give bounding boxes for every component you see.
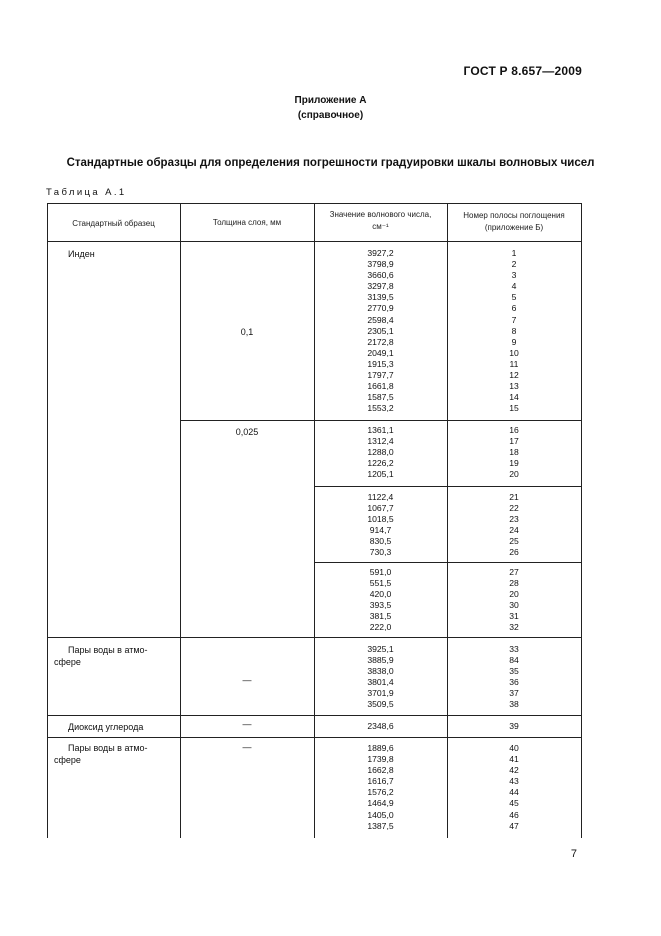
band-number-cell: 42	[509, 765, 519, 776]
wavenumber-cell: 3798,9	[367, 259, 394, 270]
wavenumber-cell: 3660,6	[367, 270, 394, 281]
band-number-cell: 37	[509, 688, 519, 699]
band-number-cell: 3	[511, 270, 517, 281]
wavenumber-cell: 1739,8	[367, 754, 394, 765]
table-label: Таблица А.1	[46, 187, 127, 198]
sample-name-line: сфере	[54, 657, 81, 667]
wavenumber-cell: 1661,8	[367, 381, 394, 392]
wavenumber-list	[314, 743, 447, 832]
band-number-cell: 30	[509, 600, 519, 611]
page-title: Стандартные образцы для определения погрешности градуировки шкалы волновых чисел	[66, 157, 595, 169]
band-list	[447, 644, 581, 711]
thickness-inden-b: 0,025	[235, 427, 259, 437]
band-number-cell: 84	[509, 655, 519, 666]
band-number-cell: 43	[509, 776, 519, 787]
wavenumber-cell: 1205,1	[367, 469, 394, 480]
band-number-cell: 40	[509, 743, 519, 753]
wavenumber-cell: 830,5	[369, 536, 392, 547]
band-number-cell: 1	[511, 248, 517, 258]
band-number-cell: 44	[509, 787, 519, 798]
wavenumber-cell: 3925,1	[367, 644, 394, 654]
band-number-cell: 20	[509, 589, 519, 600]
band-number-cell: 28	[509, 578, 519, 589]
band-number-cell: 10	[509, 347, 519, 358]
row-divider-co2	[47, 715, 582, 716]
band-co2: 39	[509, 721, 519, 731]
band-number-cell: 13	[509, 381, 519, 392]
thickness-water-vapour-2: —	[242, 742, 252, 752]
band-number-cell: 31	[509, 611, 519, 622]
page-number: 7	[570, 848, 577, 860]
wavenumber-cell: 3297,8	[367, 281, 394, 292]
wavenumber-cell: 1889,6	[367, 743, 394, 753]
sample-name-line: Пары воды в атмо-	[68, 743, 148, 753]
sample-name-line: сфере	[54, 755, 81, 765]
wavenumber-cell: 2770,9	[367, 303, 394, 314]
wavenumber-cell: 3927,2	[367, 248, 394, 258]
band-number-cell: 46	[509, 809, 519, 820]
wavenumber-cell: 1122,4	[367, 492, 394, 502]
wavenumber-cell: 3838,0	[367, 666, 394, 677]
inden-row-divider-1	[180, 420, 582, 421]
band-number-cell: 17	[509, 436, 519, 447]
table-right-border	[581, 203, 582, 838]
sample-name-inden: Инден	[68, 249, 95, 259]
wavenumber-cell: 914,7	[369, 525, 392, 536]
band-number-cell: 32	[509, 622, 519, 633]
wavenumber-cell: 3701,9	[367, 688, 394, 699]
wavenumber-cell: 1662,8	[367, 765, 394, 776]
band-number-cell: 11	[509, 358, 519, 369]
table-left-border	[47, 203, 48, 838]
band-number-cell: 7	[511, 314, 517, 325]
wavenumber-cell: 2049,1	[367, 347, 394, 358]
sample-name-water-vapour-1	[54, 644, 148, 668]
band-number-cell: 16	[509, 425, 519, 435]
band-number-cell: 12	[509, 370, 519, 381]
wavenumber-cell: 381,5	[369, 611, 392, 622]
band-number-cell: 18	[509, 447, 519, 458]
wavenumber-cell: 2598,4	[367, 314, 394, 325]
wavenumber-cell: 3801,4	[367, 677, 394, 688]
wavenumber-cell: 2305,1	[367, 325, 394, 336]
band-number-cell: 9	[511, 336, 517, 347]
band-number-cell: 14	[509, 392, 519, 403]
wavenumber-cell: 551,5	[369, 578, 392, 589]
sample-name-co2: Диоксид углерода	[68, 722, 144, 732]
inden-row-divider-3	[314, 562, 582, 563]
band-number-cell: 47	[509, 820, 519, 831]
band-number-cell: 22	[509, 503, 519, 514]
thickness-co2: —	[242, 719, 252, 729]
band-list	[447, 567, 581, 634]
wavenumber-cell: 3885,9	[367, 655, 394, 666]
band-number-cell: 36	[509, 677, 519, 688]
wavenumber-cell: 730,3	[369, 547, 392, 558]
wavenumber-cell: 1361,1	[367, 425, 394, 435]
column-header-band-line1: Номер полосы поглощения	[463, 211, 565, 220]
band-number-cell: 20	[509, 469, 519, 480]
wavenumber-co2: 2348,6	[367, 721, 394, 731]
wavenumber-cell: 1387,5	[367, 820, 394, 831]
wavenumber-list	[314, 248, 447, 414]
wavenumber-cell: 1616,7	[367, 776, 394, 787]
band-number-cell: 27	[509, 567, 519, 577]
band-number-cell: 45	[509, 798, 519, 809]
wavenumber-list	[314, 492, 447, 559]
row-divider-water1	[47, 637, 582, 638]
column-header-wavenumber-unit: см⁻¹	[372, 222, 389, 231]
column-header-thickness: Толщина слоя, мм	[212, 218, 282, 227]
reference-samples-table	[47, 203, 582, 838]
wavenumber-cell: 591,0	[369, 567, 392, 577]
band-number-cell: 6	[511, 303, 517, 314]
column-header-wavenumber	[314, 209, 447, 233]
wavenumber-cell: 1797,7	[367, 370, 394, 381]
wavenumber-list	[314, 644, 447, 711]
column-header-band	[447, 210, 581, 234]
inden-row-divider-2	[314, 486, 582, 487]
wavenumber-cell: 1915,3	[367, 358, 394, 369]
band-number-cell: 19	[509, 458, 519, 469]
column-header-band-line2: (приложение Б)	[484, 223, 544, 232]
wavenumber-cell: 1288,0	[367, 447, 394, 458]
band-number-cell: 38	[509, 699, 519, 710]
wavenumber-list	[314, 425, 447, 480]
wavenumber-cell: 3509,5	[367, 699, 394, 710]
wavenumber-cell: 1226,2	[367, 458, 394, 469]
row-divider-water2	[47, 737, 582, 738]
band-number-cell: 33	[509, 644, 519, 654]
annex-subtitle: (справочное)	[297, 110, 364, 121]
band-list	[447, 492, 581, 559]
band-number-cell: 4	[511, 281, 517, 292]
band-number-cell: 35	[509, 666, 519, 677]
wavenumber-cell: 1018,5	[367, 514, 394, 525]
column-header-sample: Стандартный образец	[72, 219, 155, 228]
wavenumber-cell: 1587,5	[367, 392, 394, 403]
band-number-cell: 41	[509, 754, 519, 765]
band-list	[447, 743, 581, 832]
band-number-cell: 25	[509, 536, 519, 547]
document-code: ГОСТ Р 8.657—2009	[463, 64, 582, 78]
column-header-wavenumber-line1: Значение волнового числа,	[329, 210, 432, 219]
band-number-cell: 2	[511, 259, 517, 270]
wavenumber-cell: 1312,4	[367, 436, 394, 447]
wavenumber-cell: 393,5	[369, 600, 392, 611]
wavenumber-cell: 222,0	[369, 622, 392, 633]
band-list	[447, 248, 581, 414]
wavenumber-list	[314, 567, 447, 634]
band-number-cell: 21	[509, 492, 519, 502]
wavenumber-cell: 2172,8	[367, 336, 394, 347]
wavenumber-cell: 1067,7	[367, 503, 394, 514]
wavenumber-cell: 3139,5	[367, 292, 394, 303]
band-number-cell: 8	[511, 325, 517, 336]
sample-name-water-vapour-2	[54, 742, 148, 766]
band-number-cell: 26	[509, 547, 519, 558]
wavenumber-cell: 420,0	[369, 589, 392, 600]
band-number-cell: 15	[509, 403, 519, 414]
wavenumber-cell: 1576,2	[367, 787, 394, 798]
wavenumber-cell: 1464,9	[367, 798, 394, 809]
band-list	[447, 425, 581, 480]
band-number-cell: 24	[509, 525, 519, 536]
band-number-cell: 5	[511, 292, 517, 303]
wavenumber-cell: 1553,2	[367, 403, 394, 414]
wavenumber-cell: 1405,0	[367, 809, 394, 820]
thickness-inden-a: 0,1	[240, 327, 254, 337]
sample-name-line: Пары воды в атмо-	[68, 645, 148, 655]
annex-title: Приложение А	[294, 95, 367, 106]
band-number-cell: 23	[509, 514, 519, 525]
thickness-water-vapour-1: —	[242, 675, 252, 685]
